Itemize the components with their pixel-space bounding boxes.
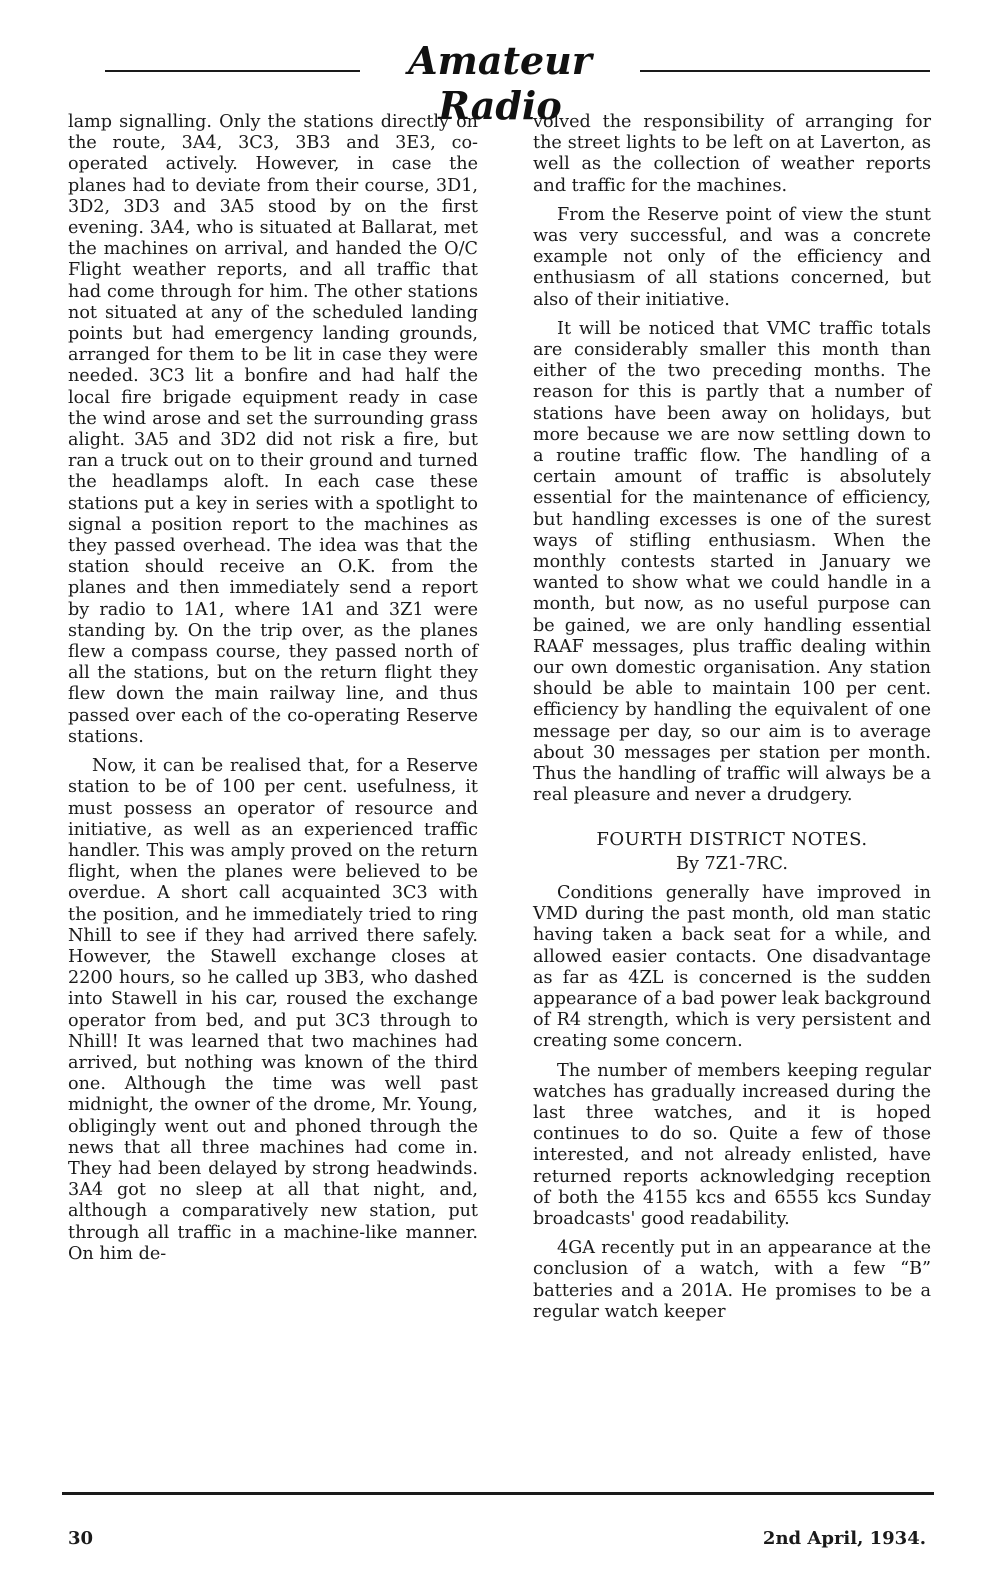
right-paragraph-1: volved the responsibility of arranging for the street lights to be left on at Laverton, as well as the collection of weather reports and traffic for the machines. (533, 112, 931, 196)
right-paragraph-2: From the Reserve point of view the stunt was very successful, and was a concrete example not only of the efficiency and enthusiasm of all stations concerned, but also of their initiative. (533, 204, 931, 310)
right-column (533, 112, 931, 1323)
footer-rule (62, 1492, 934, 1495)
right-paragraph-6: 4GA recently put in an appearance at the conclusion of a watch, with a few “B” batteries and a 201A. He promises to be a regular watch keeper (533, 1238, 931, 1322)
masthead-title: Amateur Radio (360, 38, 640, 128)
page-number: 30 (68, 1528, 94, 1549)
section-byline: By 7Z1-7RC. (676, 853, 788, 874)
left-column (68, 112, 478, 1265)
section-title: FOURTH DISTRICT NOTES. (596, 828, 868, 850)
right-paragraph-5: The number of members keeping regular watches has gradually increased during the last three watches, and it is hoped continues to do so. Quite a few of those interested, and not already enlisted, have returned reports acknowledging reception of both the 4155 kcs and 6555 kcs Sunday broadcasts' good readability. (533, 1060, 931, 1229)
left-paragraph-2: Now, it can be realised that, for a Reserve station to be of 100 per cent. usefulness, it must possess an operator of resource and initiative, as well as an experienced traffic handler. This was amply proved on the return flight, when the planes were believed to be overdue. A short call acquainted 3C3 with the position, and he immediately tried to ring Nhill to see if they had arrived there safely. However, the Stawell exchange closes at 2200 hours, so he called up 3B3, who dashed into Stawell in his car, roused the exchange operator from bed, and put 3C3 through to Nhill! It was learned that two machines had arrived, but nothing was known of the third one. Although the time was well past midnight, the owner of the drome, Mr. Young, obligingly went out and phoned through the news that all three machines had come in. They had been delayed by strong headwinds. 3A4 got no sleep at all that night, and, although a comparatively new station, put through all traffic in a machine-like manner. On him de- (68, 756, 478, 1264)
left-paragraph-1: lamp signalling. Only the stations directly on the route, 3A4, 3C3, 3B3 and 3E3, co-operated actively. However, in case the planes had to deviate from their course, 3D1, 3D2, 3D3 and 3A5 stood by on the first evening. 3A4, who is situated at Ballarat, met the machines on arrival, and handed the O/C Flight weather reports, and all traffic that had come through for him. The other stations not situated at any of the scheduled landing points but had emergency landing grounds, arranged for them to be lit in case they were needed. 3C3 lit a bonfire and had half the local fire brigade equipment ready in case the wind arose and set the surrounding grass alight. 3A5 and 3D2 did not risk a fire, but ran a truck out on to their ground and turned the headlamps aloft. In each case these stations put a key in series with a spotlight to signal a position report to the machines as they passed overhead. The idea was that the station should receive an O.K. from the planes and then immediately send a report by radio to 1A1, where 1A1 and 3Z1 were standing by. On the trip over, as the planes flew a compass course, they passed north of all the stations, but on the return flight they flew down the main railway line, and thus passed over each of the co-operating Reserve stations. (68, 112, 478, 747)
right-paragraph-4: Conditions generally have improved in VMD during the past month, old man static having taken a back seat for a while, and allowed easier contacts. One disadvantage as far as 4ZL is concerned is the sudden appearance of a bad power leak background of R4 strength, which is very persistent and creating some concern. (533, 882, 931, 1052)
header-rule-right (630, 70, 930, 72)
page-header (60, 30, 940, 128)
issue-date: 2nd April, 1934. (762, 1528, 926, 1549)
right-paragraph-3: It will be noticed that VMC traffic totals are considerably smaller this month than either of the two preceding months. The reason for this is partly that a number of stations have been away on holidays, but more because we are now settling down to a routine traffic flow. The handling of a certain amount of traffic is absolutely essential for the maintenance of efficiency, but handling excesses is one of the surest ways of stifling enthusiasm. When the monthly contests started in January we wanted to show what we could handle in a month, but now, as no useful purpose can be gained, we are only handling essential RAAF messages, plus traffic dealing within our own domestic organisation. Any station should be able to maintain 100 per cent. efficiency by handling the equivalent of one message per day, so our aim is to average about 30 messages per station per month. Thus the handling of traffic will always be a real pleasure and never a drudgery. (533, 318, 931, 806)
